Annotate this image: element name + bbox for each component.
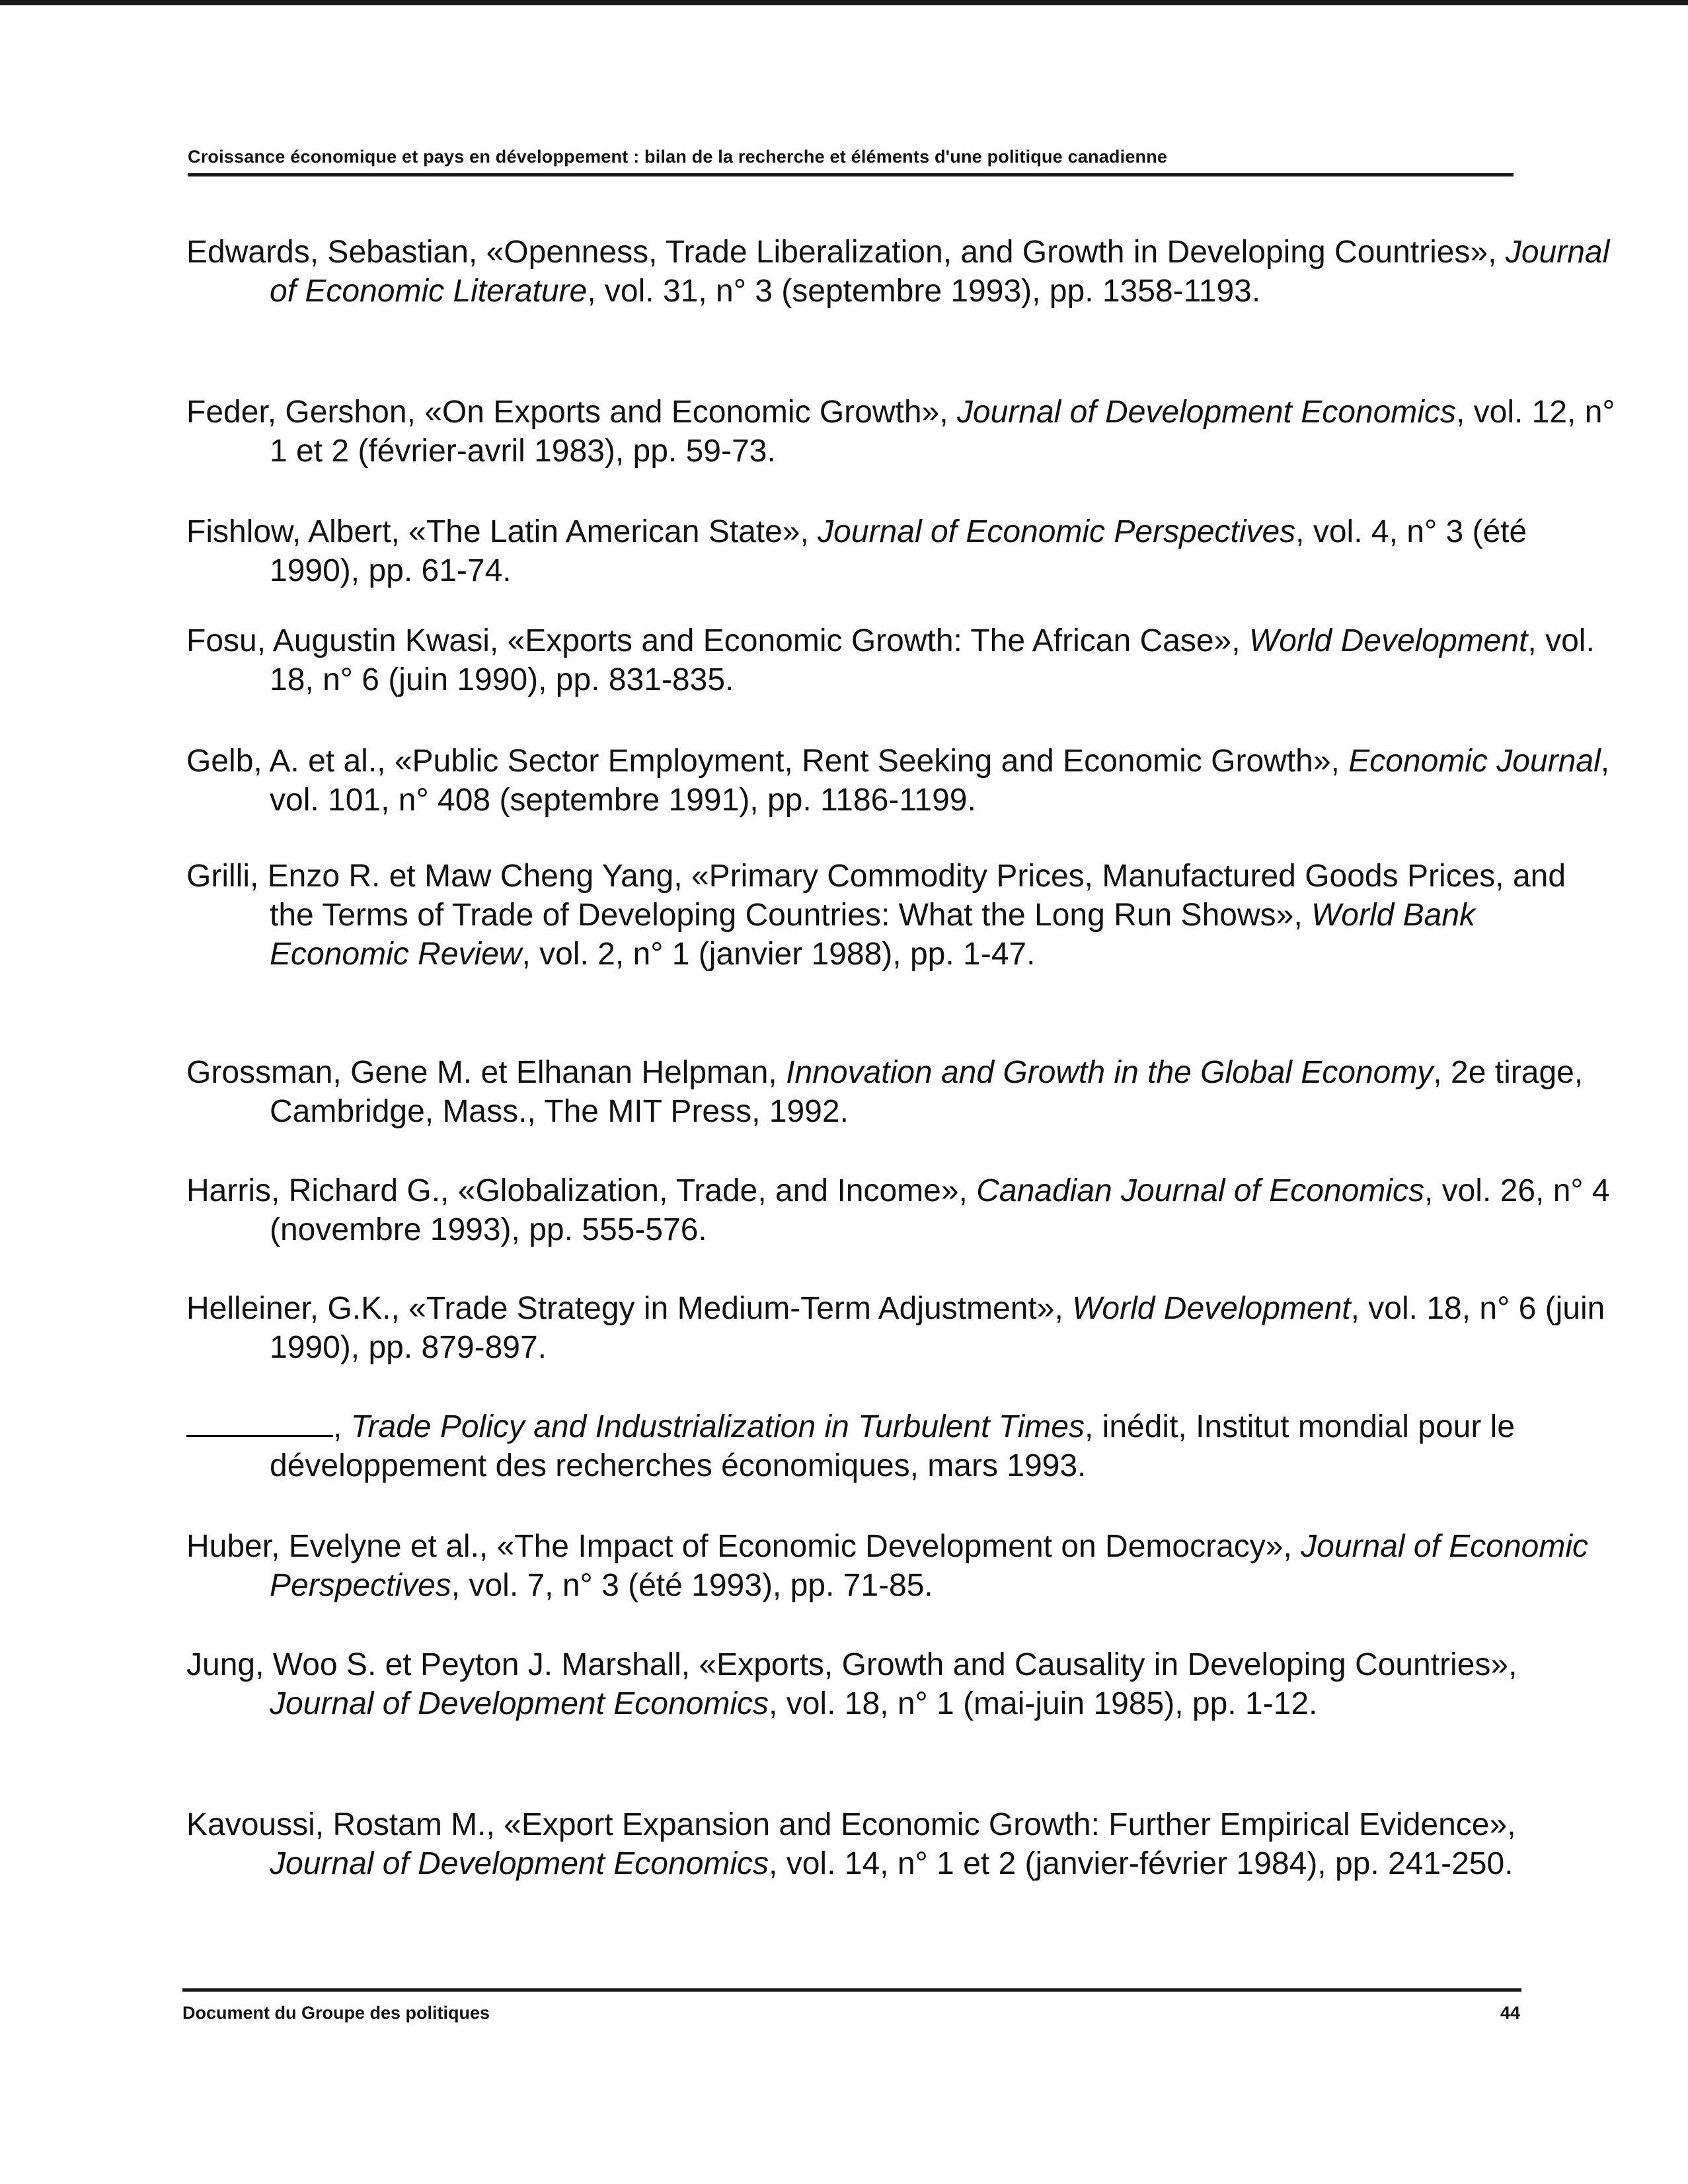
reference-source-title: Trade Policy and Industrialization in Turbulent Times xyxy=(350,1409,1085,1444)
page-number: 44 xyxy=(1500,2003,1520,2023)
reference-text: , vol. 101, n° 408 (septembre 1991), pp. 1186-1199. xyxy=(270,744,1610,818)
reference-text: , vol. 18, n° 6 (juin 1990), pp. 879-897. xyxy=(270,1291,1605,1365)
reference-entry xyxy=(186,1805,1618,1883)
reference-text: Fishlow, Albert, «The Latin American State», xyxy=(186,514,818,549)
footer-document-title: Document du Groupe des politiques xyxy=(182,2003,490,2023)
reference-text: Harris, Richard G., «Globalization, Trade, and Income», xyxy=(186,1173,977,1208)
reference-text: , vol. 4, n° 3 (été 1990), pp. 61-74. xyxy=(270,514,1527,588)
reference-source-title: Journal of Economic Perspectives xyxy=(818,514,1296,549)
reference-text: , vol. 26, n° 4 (novembre 1993), pp. 555-576. xyxy=(270,1173,1610,1247)
reference-text: , vol. 2, n° 1 (janvier 1988), pp. 1-47. xyxy=(521,937,1036,972)
reference-entry xyxy=(186,233,1618,311)
reference-source-title: Economic Journal xyxy=(1348,744,1601,779)
header-rule xyxy=(188,173,1514,176)
reference-text: Huber, Evelyne et al., «The Impact of Economic Development on Democracy», xyxy=(186,1529,1301,1564)
top-border-rule xyxy=(0,0,1688,5)
reference-source-title: Journal of Development Economics xyxy=(270,1846,769,1881)
reference-text: , vol. 12, n° 1 et 2 (février-avril 1983), pp. 59-73. xyxy=(270,395,1615,469)
reference-text: Fosu, Augustin Kwasi, «Exports and Economic Growth: The African Case», xyxy=(186,623,1249,658)
reference-source-title: Journal of Economic Perspectives xyxy=(270,1529,1589,1603)
reference-entry xyxy=(186,1645,1618,1723)
repeated-author-blank xyxy=(186,1409,333,1437)
reference-source-title: Innovation and Growth in the Global Economy xyxy=(786,1055,1434,1090)
reference-text: , inédit, Institut mondial pour le développement des recherches économiques, mars 1993. xyxy=(270,1409,1515,1483)
reference-text: Feder, Gershon, «On Exports and Economic Growth», xyxy=(186,395,957,430)
reference-text: Grossman, Gene M. et Elhanan Helpman, xyxy=(186,1055,786,1090)
reference-source-title: Canadian Journal of Economics xyxy=(976,1173,1424,1208)
reference-text: Kavoussi, Rostam M., «Export Expansion and Economic Growth: Further Empirical Evidence», xyxy=(186,1807,1516,1842)
reference-entry xyxy=(186,1527,1618,1605)
reference-text: Gelb, A. et al., «Public Sector Employment, Rent Seeking and Economic Growth», xyxy=(186,744,1349,779)
reference-entry xyxy=(186,393,1618,471)
reference-source-title: World Development xyxy=(1072,1291,1351,1326)
reference-entry xyxy=(186,857,1618,974)
running-header: Croissance économique et pays en développement : bilan de la recherche et éléments d'une politique canadienne xyxy=(188,147,1168,167)
reference-text: , 2e tirage, Cambridge, Mass., The MIT Press, 1992. xyxy=(270,1055,1584,1129)
reference-text: , vol. 14, n° 1 et 2 (janvier-février 1984), pp. 241-250. xyxy=(769,1846,1514,1881)
reference-text: , vol. 18, n° 6 (juin 1990), pp. 831-835. xyxy=(270,623,1595,697)
reference-text: , xyxy=(333,1409,351,1444)
reference-entry xyxy=(186,1171,1618,1249)
reference-source-title: Journal of Economic Literature xyxy=(270,235,1610,309)
reference-text: Edwards, Sebastian, «Openness, Trade Liberalization, and Growth in Developing Countries», xyxy=(186,235,1506,270)
reference-source-title: Journal of Development Economics xyxy=(956,395,1456,430)
reference-entry xyxy=(186,1407,1618,1485)
reference-entry xyxy=(186,621,1618,699)
reference-text: Jung, Woo S. et Peyton J. Marshall, «Exports, Growth and Causality in Developing Countries», xyxy=(186,1647,1517,1682)
reference-text: , vol. 18, n° 1 (mai-juin 1985), pp. 1-12. xyxy=(769,1686,1318,1721)
reference-text: , vol. 31, n° 3 (septembre 1993), pp. 1358-1193. xyxy=(587,274,1261,309)
reference-entry xyxy=(186,512,1618,590)
reference-text: Grilli, Enzo R. et Maw Cheng Yang, «Primary Commodity Prices, Manufactured Goods Prices, and the Terms of Trade of Developing Countries: What the Long Run Shows», xyxy=(186,859,1566,933)
reference-source-title: World Bank Economic Review xyxy=(270,898,1476,972)
reference-text: Helleiner, G.K., «Trade Strategy in Medium-Term Adjustment», xyxy=(186,1291,1073,1326)
footer-rule xyxy=(182,1988,1521,1992)
reference-text: , vol. 7, n° 3 (été 1993), pp. 71-85. xyxy=(451,1568,933,1603)
reference-source-title: World Development xyxy=(1248,623,1528,658)
reference-entry xyxy=(186,1289,1618,1367)
reference-entry xyxy=(186,742,1618,820)
reference-entry xyxy=(186,1053,1618,1131)
reference-source-title: Journal of Development Economics xyxy=(270,1686,769,1721)
